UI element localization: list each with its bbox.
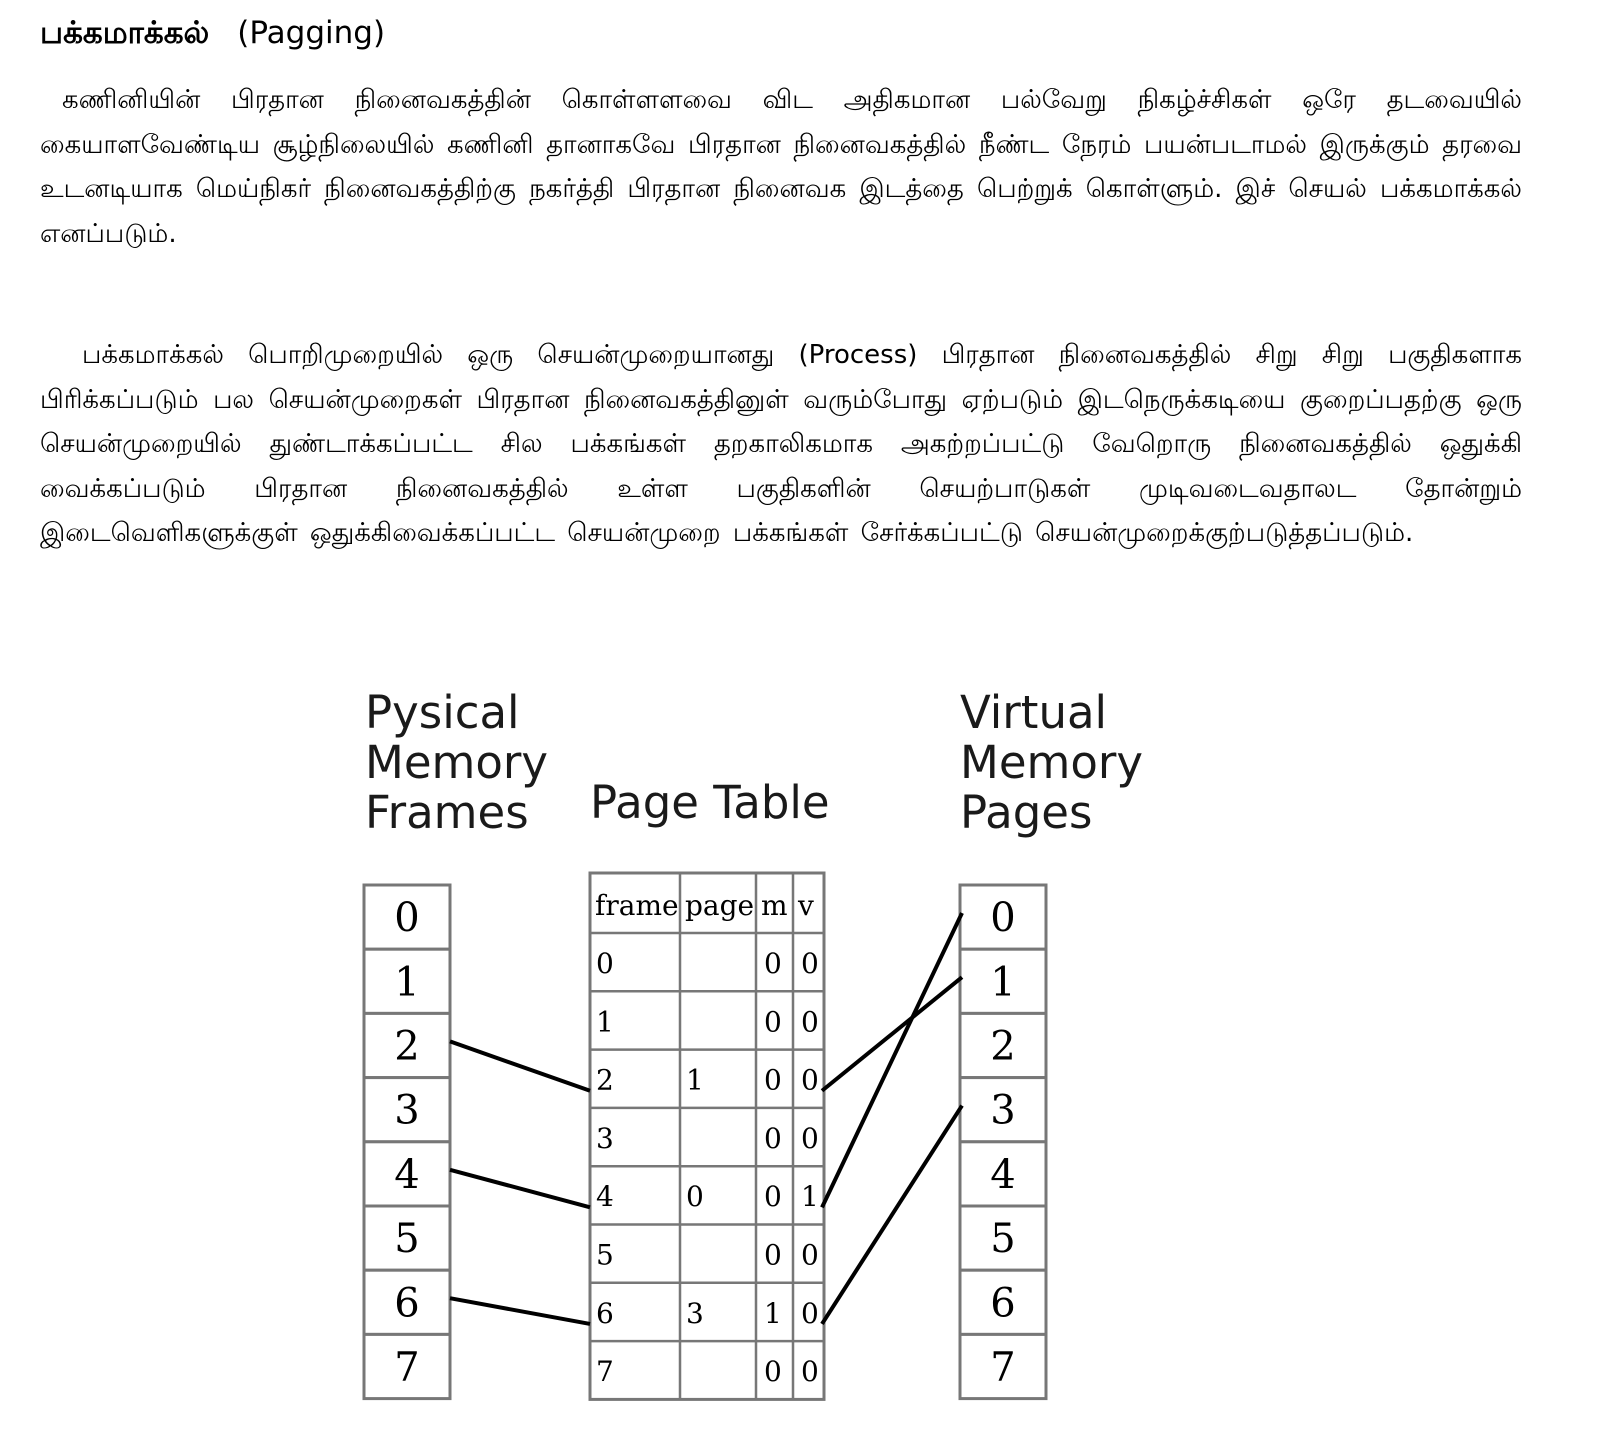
table-cell-m: 0 [764, 1355, 782, 1389]
table-cell-v: 0 [801, 1296, 819, 1330]
page-link-line [822, 977, 962, 1091]
table-cell-v: 0 [801, 1005, 819, 1039]
table-cell-m: 1 [764, 1296, 782, 1330]
page-table-frame [590, 873, 824, 1399]
table-cell-m: 0 [764, 1121, 782, 1155]
page-table-label: Page Table [590, 776, 830, 829]
paging-diagram [0, 660, 1600, 1435]
table-cell-frame: 6 [596, 1296, 614, 1330]
virtual-page-number: 0 [990, 895, 1016, 942]
table-cell-m: 0 [764, 1005, 782, 1039]
physical-frame-number: 1 [394, 959, 420, 1006]
physical-frame-number: 4 [394, 1151, 420, 1198]
virtual-page-number: 4 [990, 1151, 1016, 1198]
table-cell-v: 0 [801, 1238, 819, 1272]
table-header-frame: frame [595, 889, 679, 922]
table-cell-m: 0 [764, 947, 782, 980]
paragraph-intro: கணினியின் பிரதான நினைவகத்தின் கொள்ளளவை விட அதிகமான பல்வேறு நிகழ்ச்சிகள் ஒரே தடவையில் கையாளவேண்டிய சூழ்நிலையில் கணினி தானாகவே பிரதான நினைவகத்தில் நீண்ட நேரம் பயன்படாமல் இருக்கும் தரவை உடனடியாக மெய்நிகர் நினைவகத்திற்கு நகர்த்தி பிரதான நினைவக இடத்தை பெற்றுக் கொள்ளும். இச் செயல் பக்கமாக்கல் எனப்படும். [40, 85, 1522, 249]
physical-frame-number: 7 [394, 1344, 420, 1391]
table-cell-v: 0 [801, 1063, 819, 1097]
physical-memory-label: Memory [365, 736, 549, 789]
table-cell-frame: 1 [596, 1005, 614, 1039]
virtual-page-number: 7 [990, 1344, 1016, 1391]
title-english: (Pagging) [237, 15, 386, 51]
virtual-memory-label: Memory [960, 736, 1144, 789]
physical-frame-number: 0 [394, 895, 420, 942]
virtual-page-number: 5 [990, 1216, 1016, 1263]
page-link-line [822, 1106, 962, 1324]
frame-link-line [450, 1170, 590, 1208]
virtual-memory-label: Virtual [960, 686, 1108, 739]
paragraph-mechanism: பக்கமாக்கல் பொறிமுறையில் ஒரு செயன்முறையானது (Process) பிரதான நினைவகத்தில் சிறு சிறு பகுதிகளாக பிரிக்கப்படும் பல செயன்முறைகள் பிரதான நினைவகத்தினுள் வரும்போது ஏற்படும் இடநெருக்கடியை குறைப்பதற்கு ஒரு செயன்முறையில் துண்டாக்கப்பட்ட சில பக்கங்கள் தறகாலிகமாக அகற்றப்பட்டு வேறொரு நினைவகத்தில் ஒதுக்கி வைக்கப்படும் பிரதான நினைவகத்தில் உள்ள பகுதிகளின் செயற்பாடுகள் முடிவடைவதாலட தோன்றும் இடைவெளிகளுக்குள் ஒதுக்கிவைக்கப்பட்ட செயன்முறை பக்கங்கள் சேர்க்கப்பட்டு செயன்முறைக்குற்படுத்தப்படும். [40, 340, 1522, 548]
virtual-page-number: 6 [990, 1280, 1016, 1327]
table-cell-v: 0 [801, 1355, 819, 1389]
table-cell-v: 1 [801, 1180, 819, 1214]
table-header-m: m [761, 889, 788, 922]
virtual-page-number: 1 [990, 959, 1016, 1006]
virtual-memory-label: Pages [960, 786, 1093, 839]
frame-link-line [450, 1041, 590, 1090]
table-cell-page: 1 [686, 1063, 704, 1097]
title-tamil: பக்கமாக்கல் [40, 15, 210, 51]
table-cell-frame: 0 [596, 947, 614, 980]
virtual-page-number: 3 [990, 1087, 1016, 1134]
table-cell-m: 0 [764, 1180, 782, 1214]
physical-frame-number: 6 [394, 1280, 420, 1327]
physical-frame-number: 3 [394, 1087, 420, 1134]
page-link-line [822, 913, 962, 1207]
table-cell-v: 0 [801, 947, 819, 980]
table-cell-frame: 4 [596, 1180, 614, 1214]
frame-link-line [450, 1298, 590, 1324]
table-cell-frame: 5 [596, 1238, 614, 1272]
physical-memory-label: Pysical [365, 686, 520, 739]
table-cell-m: 0 [764, 1238, 782, 1272]
physical-frame-number: 5 [394, 1216, 420, 1263]
table-cell-frame: 2 [596, 1063, 614, 1097]
physical-frame-number: 2 [394, 1023, 420, 1070]
table-cell-m: 0 [764, 1063, 782, 1097]
table-cell-frame: 7 [596, 1355, 614, 1389]
table-cell-page: 3 [686, 1296, 704, 1330]
table-cell-v: 0 [801, 1121, 819, 1155]
virtual-page-number: 2 [990, 1023, 1016, 1070]
table-cell-page: 0 [686, 1180, 704, 1214]
page-title [40, 10, 385, 56]
table-cell-frame: 3 [596, 1121, 614, 1155]
table-header-page: page [685, 889, 755, 922]
table-header-v: v [798, 889, 814, 922]
physical-memory-label: Frames [365, 786, 529, 839]
